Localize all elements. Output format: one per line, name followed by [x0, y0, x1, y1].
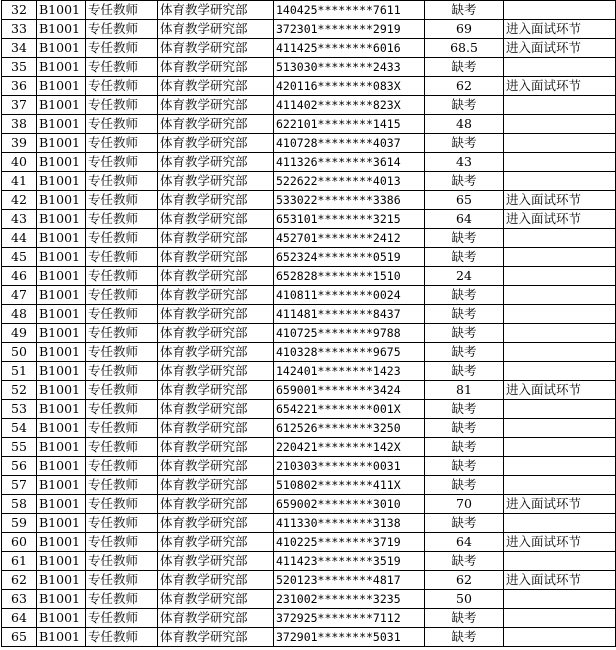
row-number-cell: 43 — [2, 210, 37, 229]
table-row — [2, 77, 616, 96]
department-cell: 体育教学研究部 — [158, 362, 274, 381]
post-name-cell: 专任教师 — [86, 438, 158, 457]
id-number-cell: 612526********3250 — [274, 419, 425, 438]
table-row — [2, 533, 616, 552]
id-number-cell: 410728********4037 — [274, 134, 425, 153]
score-cell: 缺考 — [425, 362, 504, 381]
id-number-cell: 659001********3424 — [274, 381, 425, 400]
post-code-cell: B1001 — [37, 438, 86, 457]
department-cell: 体育教学研究部 — [158, 115, 274, 134]
row-number-cell: 60 — [2, 533, 37, 552]
post-code-cell: B1001 — [37, 609, 86, 628]
department-cell: 体育教学研究部 — [158, 533, 274, 552]
result-cell — [504, 628, 616, 647]
row-number-cell: 36 — [2, 77, 37, 96]
id-number-cell: 372901********5031 — [274, 628, 425, 647]
result-cell — [504, 362, 616, 381]
post-code-cell: B1001 — [37, 1, 86, 20]
department-cell: 体育教学研究部 — [158, 153, 274, 172]
result-cell — [504, 476, 616, 495]
post-name-cell: 专任教师 — [86, 552, 158, 571]
post-name-cell: 专任教师 — [86, 134, 158, 153]
department-cell: 体育教学研究部 — [158, 400, 274, 419]
table-row — [2, 210, 616, 229]
score-cell: 70 — [425, 495, 504, 514]
table-row — [2, 457, 616, 476]
department-cell: 体育教学研究部 — [158, 1, 274, 20]
post-code-cell: B1001 — [37, 153, 86, 172]
department-cell: 体育教学研究部 — [158, 438, 274, 457]
score-cell: 缺考 — [425, 343, 504, 362]
results-table — [1, 0, 616, 647]
row-number-cell: 34 — [2, 39, 37, 58]
post-code-cell: B1001 — [37, 628, 86, 647]
score-cell: 缺考 — [425, 609, 504, 628]
department-cell: 体育教学研究部 — [158, 248, 274, 267]
id-number-cell: 411425********6016 — [274, 39, 425, 58]
department-cell: 体育教学研究部 — [158, 286, 274, 305]
id-number-cell: 420116********083X — [274, 77, 425, 96]
table-body — [2, 1, 616, 647]
score-cell: 缺考 — [425, 419, 504, 438]
table-row — [2, 96, 616, 115]
row-number-cell: 58 — [2, 495, 37, 514]
row-number-cell: 51 — [2, 362, 37, 381]
id-number-cell: 659002********3010 — [274, 495, 425, 514]
post-code-cell: B1001 — [37, 343, 86, 362]
id-number-cell: 533022********3386 — [274, 191, 425, 210]
score-cell: 缺考 — [425, 286, 504, 305]
post-name-cell: 专任教师 — [86, 39, 158, 58]
department-cell: 体育教学研究部 — [158, 39, 274, 58]
id-number-cell: 410328********9675 — [274, 343, 425, 362]
post-code-cell: B1001 — [37, 96, 86, 115]
id-number-cell: 210303********0031 — [274, 457, 425, 476]
department-cell: 体育教学研究部 — [158, 191, 274, 210]
post-name-cell: 专任教师 — [86, 362, 158, 381]
table-row — [2, 134, 616, 153]
department-cell: 体育教学研究部 — [158, 495, 274, 514]
post-code-cell: B1001 — [37, 571, 86, 590]
table-row — [2, 609, 616, 628]
table-row — [2, 267, 616, 286]
department-cell: 体育教学研究部 — [158, 343, 274, 362]
department-cell: 体育教学研究部 — [158, 628, 274, 647]
table-row — [2, 438, 616, 457]
post-name-cell: 专任教师 — [86, 343, 158, 362]
post-name-cell: 专任教师 — [86, 58, 158, 77]
post-code-cell: B1001 — [37, 20, 86, 39]
table-row — [2, 571, 616, 590]
post-code-cell: B1001 — [37, 267, 86, 286]
post-code-cell: B1001 — [37, 476, 86, 495]
post-name-cell: 专任教师 — [86, 115, 158, 134]
department-cell: 体育教学研究部 — [158, 381, 274, 400]
department-cell: 体育教学研究部 — [158, 58, 274, 77]
row-number-cell: 32 — [2, 1, 37, 20]
post-code-cell: B1001 — [37, 77, 86, 96]
score-cell: 24 — [425, 267, 504, 286]
post-name-cell: 专任教师 — [86, 305, 158, 324]
row-number-cell: 39 — [2, 134, 37, 153]
table-row — [2, 115, 616, 134]
post-code-cell: B1001 — [37, 533, 86, 552]
post-name-cell: 专任教师 — [86, 286, 158, 305]
result-cell: 进入面试环节 — [504, 191, 616, 210]
department-cell: 体育教学研究部 — [158, 514, 274, 533]
id-number-cell: 410725********9788 — [274, 324, 425, 343]
post-code-cell: B1001 — [37, 514, 86, 533]
row-number-cell: 61 — [2, 552, 37, 571]
department-cell: 体育教学研究部 — [158, 210, 274, 229]
department-cell: 体育教学研究部 — [158, 96, 274, 115]
post-name-cell: 专任教师 — [86, 191, 158, 210]
row-number-cell: 55 — [2, 438, 37, 457]
row-number-cell: 41 — [2, 172, 37, 191]
post-name-cell: 专任教师 — [86, 172, 158, 191]
post-name-cell: 专任教师 — [86, 77, 158, 96]
result-cell — [504, 438, 616, 457]
post-code-cell: B1001 — [37, 381, 86, 400]
result-cell — [504, 514, 616, 533]
department-cell: 体育教学研究部 — [158, 267, 274, 286]
row-number-cell: 45 — [2, 248, 37, 267]
post-code-cell: B1001 — [37, 248, 86, 267]
post-name-cell: 专任教师 — [86, 533, 158, 552]
table-row — [2, 552, 616, 571]
department-cell: 体育教学研究部 — [158, 571, 274, 590]
post-name-cell: 专任教师 — [86, 419, 158, 438]
table-row — [2, 20, 616, 39]
table-row — [2, 628, 616, 647]
department-cell: 体育教学研究部 — [158, 229, 274, 248]
id-number-cell: 411481********8437 — [274, 305, 425, 324]
table-row — [2, 590, 616, 609]
table-row — [2, 476, 616, 495]
id-number-cell: 654221********001X — [274, 400, 425, 419]
post-name-cell: 专任教师 — [86, 229, 158, 248]
result-cell: 进入面试环节 — [504, 533, 616, 552]
row-number-cell: 59 — [2, 514, 37, 533]
score-cell: 缺考 — [425, 457, 504, 476]
post-name-cell: 专任教师 — [86, 514, 158, 533]
result-cell — [504, 153, 616, 172]
id-number-cell: 411326********3614 — [274, 153, 425, 172]
post-code-cell: B1001 — [37, 134, 86, 153]
result-cell — [504, 1, 616, 20]
score-cell: 缺考 — [425, 1, 504, 20]
table-row — [2, 1, 616, 20]
score-cell: 68.5 — [425, 39, 504, 58]
result-cell — [504, 286, 616, 305]
score-cell: 缺考 — [425, 134, 504, 153]
score-cell: 43 — [425, 153, 504, 172]
row-number-cell: 46 — [2, 267, 37, 286]
id-number-cell: 520123********4817 — [274, 571, 425, 590]
table-row — [2, 286, 616, 305]
result-cell: 进入面试环节 — [504, 20, 616, 39]
id-number-cell: 622101********1415 — [274, 115, 425, 134]
id-number-cell: 372925********7112 — [274, 609, 425, 628]
score-cell: 64 — [425, 533, 504, 552]
department-cell: 体育教学研究部 — [158, 609, 274, 628]
row-number-cell: 33 — [2, 20, 37, 39]
result-cell — [504, 400, 616, 419]
result-cell — [504, 343, 616, 362]
row-number-cell: 40 — [2, 153, 37, 172]
post-code-cell: B1001 — [37, 229, 86, 248]
department-cell: 体育教学研究部 — [158, 590, 274, 609]
score-cell: 缺考 — [425, 628, 504, 647]
score-cell: 缺考 — [425, 58, 504, 77]
row-number-cell: 44 — [2, 229, 37, 248]
row-number-cell: 49 — [2, 324, 37, 343]
score-cell: 缺考 — [425, 438, 504, 457]
result-cell — [504, 419, 616, 438]
score-cell: 缺考 — [425, 248, 504, 267]
post-name-cell: 专任教师 — [86, 609, 158, 628]
result-cell — [504, 96, 616, 115]
score-cell: 62 — [425, 77, 504, 96]
id-number-cell: 411330********3138 — [274, 514, 425, 533]
post-name-cell: 专任教师 — [86, 590, 158, 609]
id-number-cell: 140425********7611 — [274, 1, 425, 20]
row-number-cell: 50 — [2, 343, 37, 362]
post-name-cell: 专任教师 — [86, 210, 158, 229]
post-code-cell: B1001 — [37, 58, 86, 77]
result-cell: 进入面试环节 — [504, 381, 616, 400]
post-name-cell: 专任教师 — [86, 628, 158, 647]
post-name-cell: 专任教师 — [86, 248, 158, 267]
id-number-cell: 231002********3235 — [274, 590, 425, 609]
score-cell: 缺考 — [425, 96, 504, 115]
result-cell — [504, 58, 616, 77]
row-number-cell: 57 — [2, 476, 37, 495]
post-name-cell: 专任教师 — [86, 324, 158, 343]
department-cell: 体育教学研究部 — [158, 77, 274, 96]
post-name-cell: 专任教师 — [86, 96, 158, 115]
row-number-cell: 48 — [2, 305, 37, 324]
id-number-cell: 220421********142X — [274, 438, 425, 457]
result-cell — [504, 305, 616, 324]
id-number-cell: 653101********3215 — [274, 210, 425, 229]
row-number-cell: 56 — [2, 457, 37, 476]
post-name-cell: 专任教师 — [86, 1, 158, 20]
department-cell: 体育教学研究部 — [158, 476, 274, 495]
table-row — [2, 191, 616, 210]
score-cell: 50 — [425, 590, 504, 609]
score-cell: 缺考 — [425, 476, 504, 495]
score-cell: 缺考 — [425, 514, 504, 533]
post-code-cell: B1001 — [37, 305, 86, 324]
score-cell: 缺考 — [425, 324, 504, 343]
id-number-cell: 372301********2919 — [274, 20, 425, 39]
score-cell: 69 — [425, 20, 504, 39]
id-number-cell: 510802********411X — [274, 476, 425, 495]
department-cell: 体育教学研究部 — [158, 172, 274, 191]
table-row — [2, 514, 616, 533]
result-cell: 进入面试环节 — [504, 495, 616, 514]
result-cell: 进入面试环节 — [504, 39, 616, 58]
table-row — [2, 305, 616, 324]
result-cell — [504, 267, 616, 286]
table-row — [2, 400, 616, 419]
result-cell — [504, 324, 616, 343]
id-number-cell: 410811********0024 — [274, 286, 425, 305]
post-name-cell: 专任教师 — [86, 495, 158, 514]
row-number-cell: 63 — [2, 590, 37, 609]
row-number-cell: 52 — [2, 381, 37, 400]
id-number-cell: 452701********2412 — [274, 229, 425, 248]
post-name-cell: 专任教师 — [86, 571, 158, 590]
post-code-cell: B1001 — [37, 324, 86, 343]
score-cell: 81 — [425, 381, 504, 400]
result-cell: 进入面试环节 — [504, 77, 616, 96]
post-name-cell: 专任教师 — [86, 400, 158, 419]
post-code-cell: B1001 — [37, 457, 86, 476]
table-row — [2, 39, 616, 58]
row-number-cell: 62 — [2, 571, 37, 590]
department-cell: 体育教学研究部 — [158, 552, 274, 571]
score-cell: 62 — [425, 571, 504, 590]
department-cell: 体育教学研究部 — [158, 324, 274, 343]
post-code-cell: B1001 — [37, 115, 86, 134]
id-number-cell: 410225********3719 — [274, 533, 425, 552]
post-code-cell: B1001 — [37, 172, 86, 191]
post-name-cell: 专任教师 — [86, 476, 158, 495]
row-number-cell: 53 — [2, 400, 37, 419]
result-cell — [504, 115, 616, 134]
table-row — [2, 229, 616, 248]
id-number-cell: 652828********1510 — [274, 267, 425, 286]
score-cell: 缺考 — [425, 229, 504, 248]
department-cell: 体育教学研究部 — [158, 134, 274, 153]
post-name-cell: 专任教师 — [86, 20, 158, 39]
row-number-cell: 54 — [2, 419, 37, 438]
score-cell: 缺考 — [425, 172, 504, 191]
id-number-cell: 411423********3519 — [274, 552, 425, 571]
table-row — [2, 495, 616, 514]
post-code-cell: B1001 — [37, 286, 86, 305]
row-number-cell: 35 — [2, 58, 37, 77]
score-cell: 48 — [425, 115, 504, 134]
result-cell — [504, 172, 616, 191]
row-number-cell: 37 — [2, 96, 37, 115]
score-cell: 缺考 — [425, 400, 504, 419]
post-name-cell: 专任教师 — [86, 457, 158, 476]
table-row — [2, 58, 616, 77]
score-cell: 缺考 — [425, 305, 504, 324]
result-cell — [504, 552, 616, 571]
department-cell: 体育教学研究部 — [158, 419, 274, 438]
row-number-cell: 38 — [2, 115, 37, 134]
result-cell — [504, 248, 616, 267]
post-name-cell: 专任教师 — [86, 267, 158, 286]
table-row — [2, 153, 616, 172]
department-cell: 体育教学研究部 — [158, 457, 274, 476]
result-cell — [504, 609, 616, 628]
post-name-cell: 专任教师 — [86, 153, 158, 172]
table-row — [2, 172, 616, 191]
result-cell: 进入面试环节 — [504, 210, 616, 229]
post-code-cell: B1001 — [37, 419, 86, 438]
row-number-cell: 64 — [2, 609, 37, 628]
table-row — [2, 362, 616, 381]
post-code-cell: B1001 — [37, 362, 86, 381]
id-number-cell: 522622********4013 — [274, 172, 425, 191]
row-number-cell: 65 — [2, 628, 37, 647]
post-code-cell: B1001 — [37, 552, 86, 571]
score-cell: 65 — [425, 191, 504, 210]
row-number-cell: 42 — [2, 191, 37, 210]
post-name-cell: 专任教师 — [86, 381, 158, 400]
result-cell — [504, 457, 616, 476]
result-cell — [504, 134, 616, 153]
id-number-cell: 652324********0519 — [274, 248, 425, 267]
table-row — [2, 419, 616, 438]
table-row — [2, 248, 616, 267]
post-code-cell: B1001 — [37, 495, 86, 514]
id-number-cell: 513030********2433 — [274, 58, 425, 77]
result-cell — [504, 229, 616, 248]
result-cell — [504, 590, 616, 609]
id-number-cell: 411402********823X — [274, 96, 425, 115]
table-row — [2, 324, 616, 343]
id-number-cell: 142401********1423 — [274, 362, 425, 381]
post-code-cell: B1001 — [37, 39, 86, 58]
table-row — [2, 381, 616, 400]
department-cell: 体育教学研究部 — [158, 20, 274, 39]
post-code-cell: B1001 — [37, 400, 86, 419]
row-number-cell: 47 — [2, 286, 37, 305]
table-row — [2, 343, 616, 362]
post-code-cell: B1001 — [37, 590, 86, 609]
score-cell: 64 — [425, 210, 504, 229]
result-cell: 进入面试环节 — [504, 571, 616, 590]
department-cell: 体育教学研究部 — [158, 305, 274, 324]
post-code-cell: B1001 — [37, 191, 86, 210]
score-cell: 缺考 — [425, 552, 504, 571]
post-code-cell: B1001 — [37, 210, 86, 229]
